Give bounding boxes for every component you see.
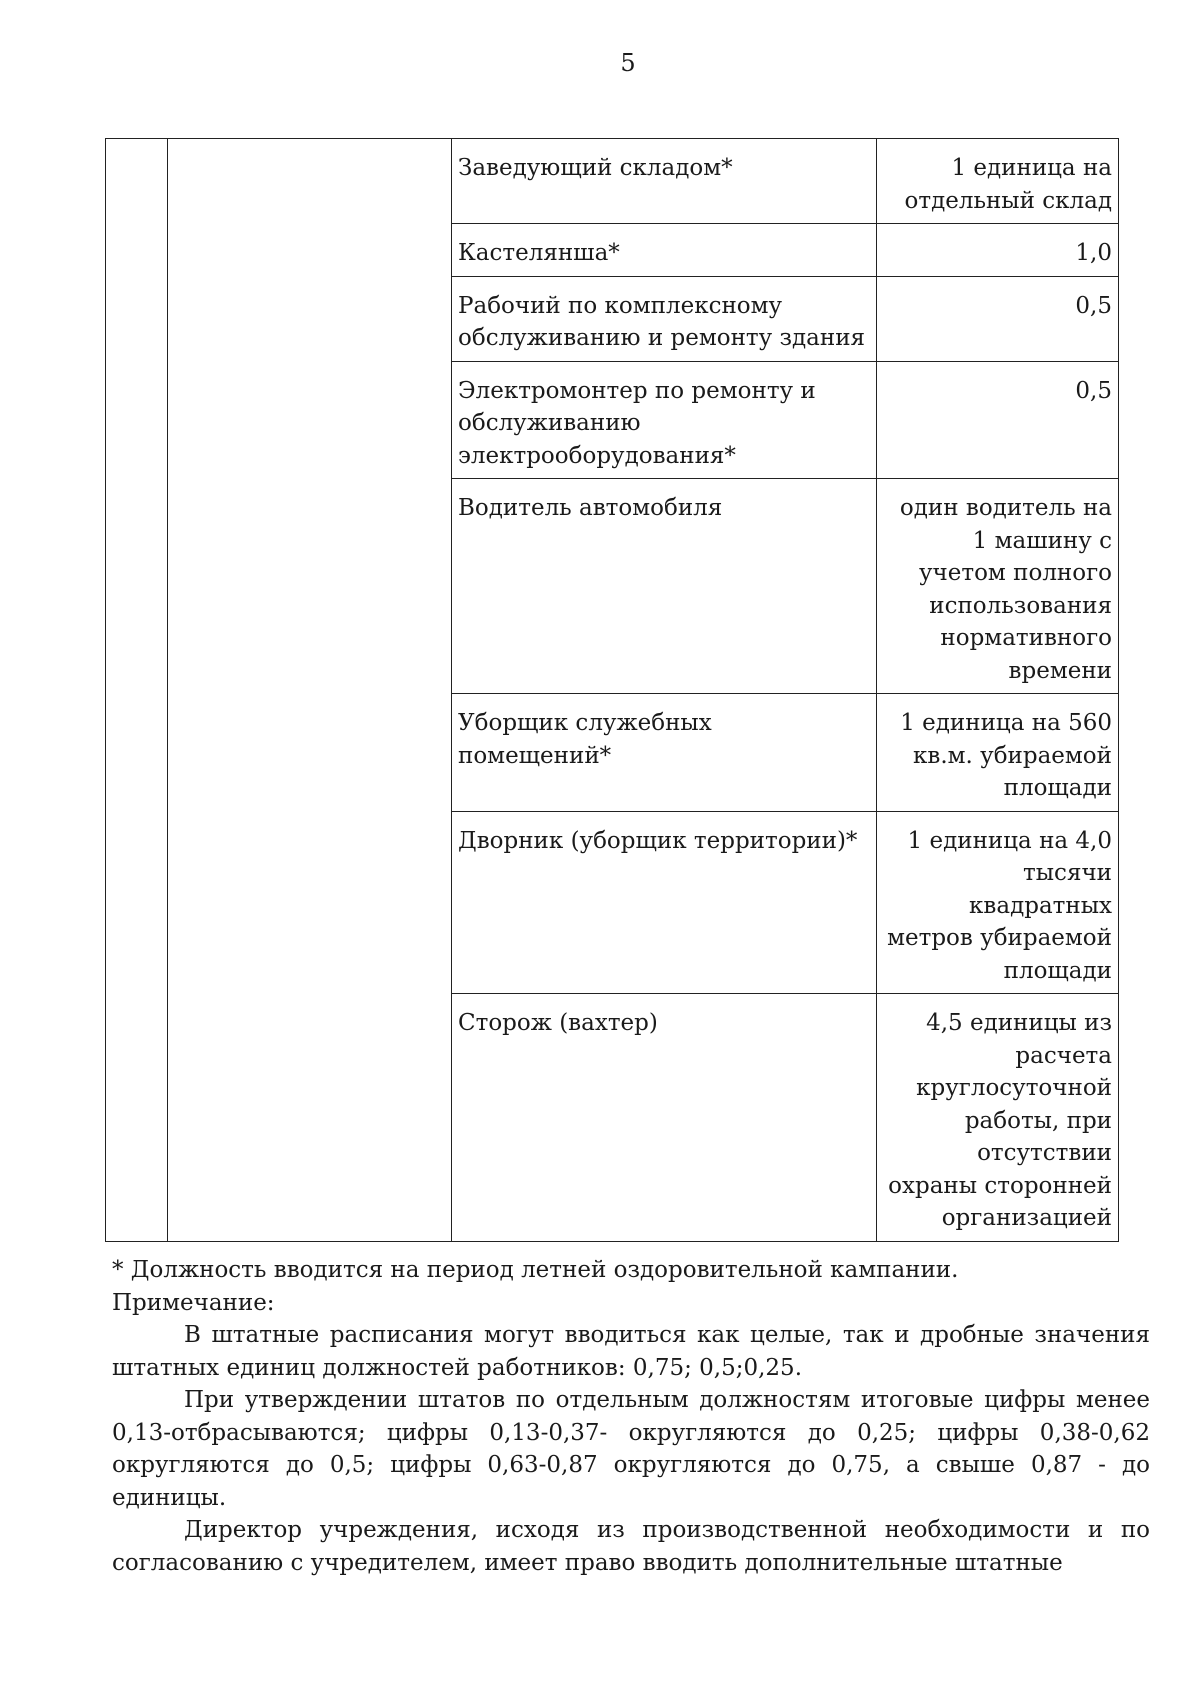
norm-cell: 1,0 [877,224,1119,277]
norm-cell: 1 единица на 560 кв.м. убираемой площади [877,694,1119,812]
notes-section [112,1254,1150,1579]
norm-cell: 1 единица на отдельный склад [877,139,1119,224]
position-cell: Рабочий по комплексному обслуживанию и ремонту здания [452,276,877,361]
norm-cell: 1 единица на 4,0 тысячи квадратных метров убираемой площади [877,811,1119,994]
position-cell: Водитель автомобиля [452,479,877,694]
position-cell: Сторож (вахтер) [452,994,877,1242]
staffing-table [105,138,1119,1242]
note-heading: Примечание: [112,1289,275,1316]
note-paragraph: При утверждении штатов по отдельным должностям итоговые цифры менее 0,13-отбрасываются; цифры 0,13-0,37- округляются до 0,25; цифры 0,38-0,62 округляются до 0,5; цифры 0,63-0,87 округляются до 0,75, а свыше 0,87 - до единицы. [112,1387,1150,1511]
norm-cell: 4,5 единицы из расчета круглосуточной работы, при отсутствии охраны сторонней организацией [877,994,1119,1242]
position-cell: Кастелянша* [452,224,877,277]
footnote: * Должность вводится на период летней оздоровительной кампании. [112,1257,959,1283]
position-cell: Дворник (уборщик территории)* [452,811,877,994]
empty-cell-group [168,139,452,1242]
table-row [106,139,1119,224]
page-number: 5 [620,49,636,77]
note-paragraph: Директор учреждения, исходя из производственной необходимости и по согласованию с учредителем, имеет право вводить дополнительные штатные [112,1517,1150,1576]
norm-cell: 0,5 [877,361,1119,479]
note-paragraph: В штатные расписания могут вводиться как целые, так и дробные значения штатных единиц должностей работников: 0,75; 0,5;0,25. [112,1322,1150,1381]
norm-cell: один водитель на 1 машину с учетом полного использования нормативного времени [877,479,1119,694]
position-cell: Электромонтер по ремонту и обслуживанию электрооборудования* [452,361,877,479]
norm-cell: 0,5 [877,276,1119,361]
empty-cell-number [106,139,168,1242]
position-cell: Уборщик служебных помещений* [452,694,877,812]
position-cell: Заведующий складом* [452,139,877,224]
